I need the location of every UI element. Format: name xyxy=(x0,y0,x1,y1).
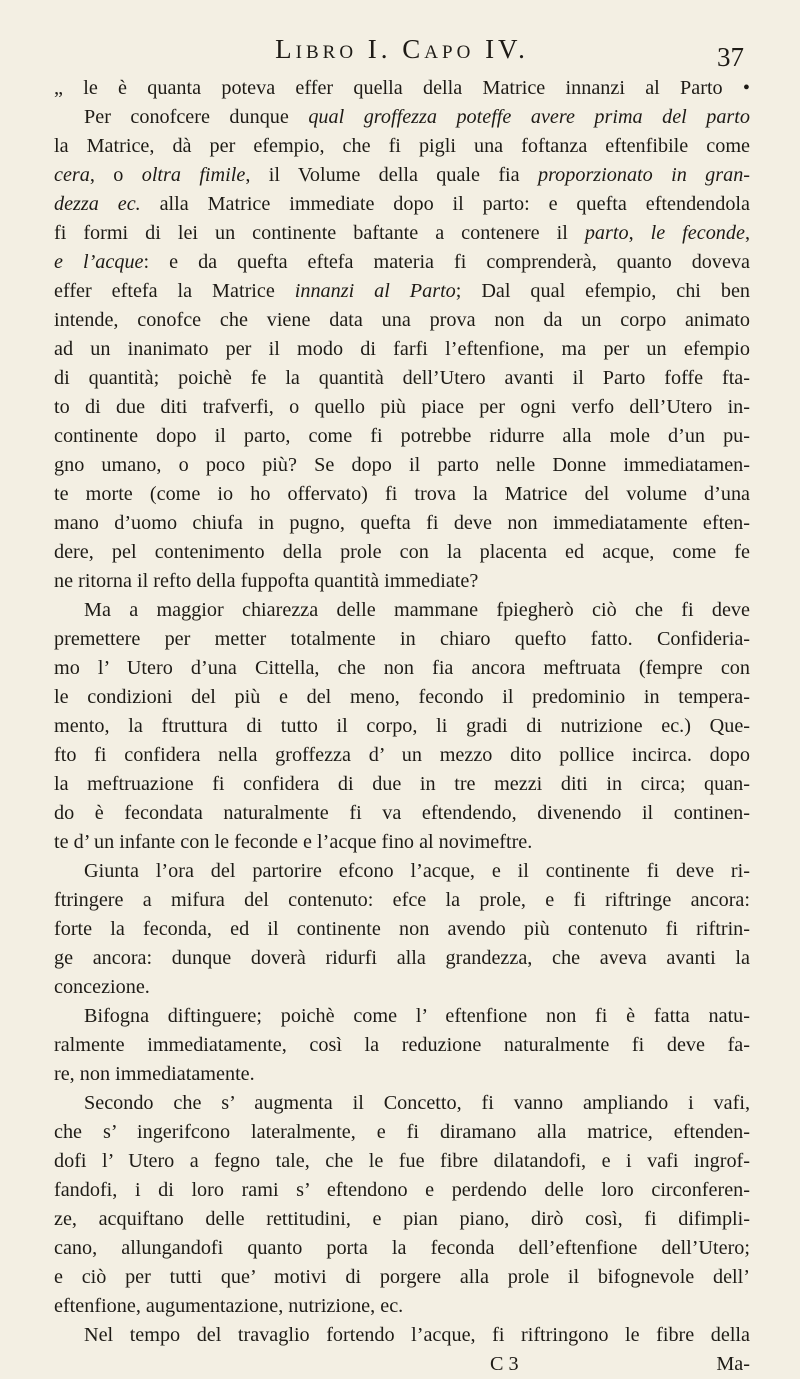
text-line: effer eftefa la Matrice innanzi al Parto; Dal qual efempio, chi ben xyxy=(54,280,750,302)
text-line: te d’ un infante con le feconde e l’acque fino al novimeftre. xyxy=(54,831,533,853)
text-line: Bifogna diftinguere; poichè come l’ eftenfione non fi è fatta natu- xyxy=(84,1005,750,1027)
catchword: Ma- xyxy=(716,1353,750,1375)
text-line: Nel tempo del travaglio fortendo l’acque, fi riftringono le fibre della xyxy=(84,1324,750,1346)
text-line: cano, allungandofi quanto porta la feconda dell’eftenfione dell’Utero; xyxy=(54,1237,750,1259)
text-line: e l’acque: e da quefta eftefa materia fi comprenderà, quanto doveva xyxy=(54,251,750,273)
text-line: to di due diti trafverfi, o quello più piace per ogni verfo dell’Utero in- xyxy=(54,396,750,418)
text-line: dezza ec. alla Matrice immediate dopo il parto: e quefta eftendendola xyxy=(54,193,750,215)
running-title: Libro I. Capo IV. xyxy=(275,34,529,64)
text-line: Giunta l’ora del partorire efcono l’acque, e il continente fi deve ri- xyxy=(84,860,750,882)
text-line: mento, la ftruttura di tutto il corpo, li gradi di nutrizione ec.) Que- xyxy=(54,715,750,737)
text-line: continente dopo il parto, come fi potrebbe ridurre alla mole d’un pu- xyxy=(54,425,750,447)
text-line: che s’ ingerifcono lateralmente, e fi diramano alla matrice, eftenden- xyxy=(54,1121,750,1143)
text-line: le condizioni del più e del meno, fecondo il predominio in tempera- xyxy=(54,686,750,708)
text-line: mano d’uomo chiufa in pugno, quefta fi deve non immediatamente eften- xyxy=(54,512,750,534)
text-line: ralmente immediatamente, così la reduzione naturalmente fi deve fa- xyxy=(54,1034,750,1056)
text-line: la meftruazione fi confidera di due in tre mezzi diti in circa; quan- xyxy=(54,773,750,795)
text-line: e ciò per tutti que’ motivi di porgere alla prole il bifognevole dell’ xyxy=(54,1266,750,1288)
text-line: fi formi di lei un continente baftante a contenere il parto, le feconde, xyxy=(54,222,750,244)
page-number: 37 xyxy=(717,42,744,72)
text-line: ge ancora: dunque doverà ridurfi alla grandezza, che aveva avanti la xyxy=(54,947,750,969)
text-line: ne ritorna il refto della fuppofta quantità immediate? xyxy=(54,570,479,592)
text-line: Secondo che s’ augmenta il Concetto, fi vanno ampliando i vafi, xyxy=(84,1092,750,1114)
text-line: re, non immediatamente. xyxy=(54,1063,255,1085)
text-line: dere, pel contenimento della prole con la placenta ed acque, come fe xyxy=(54,541,750,563)
text-line: Per conofcere dunque qual groffezza poteffe avere prima del parto xyxy=(84,106,750,128)
text-line: ftringere a mifura del contenuto: efce la prole, e fi riftringe ancora: xyxy=(54,889,750,911)
signature-mark: C 3 xyxy=(490,1353,519,1375)
text-line: ze, acquiftano delle rettitudini, e pian piano, dirò così, fi difimpli- xyxy=(54,1208,750,1230)
text-line: dofi l’ Utero a fegno tale, che le fue fibre dilatandofi, e i vafi ingrof- xyxy=(54,1150,750,1172)
text-line: premettere per metter totalmente in chiaro quefto fatto. Confideria- xyxy=(54,628,750,650)
text-line: concezione. xyxy=(54,976,150,998)
text-line: eftenfione, augumentazione, nutrizione, ec. xyxy=(54,1295,404,1317)
text-line: fandofi, i di loro rami s’ eftendono e perdendo delle loro circonferen- xyxy=(54,1179,750,1201)
text-line: cera, o oltra fimile, il Volume della quale fia proporzionato in gran- xyxy=(54,164,751,186)
text-line: di quantità; poichè fe la quantità dell’Utero avanti il Parto foffe fta- xyxy=(54,367,750,389)
text-line: ad un inanimato per il modo di farfi l’eftenfione, ma per un efempio xyxy=(54,338,750,360)
text-line: forte la feconda, ed il continente non avendo più contenuto fi riftrin- xyxy=(54,918,750,940)
text-line: gno umano, o poco più? Se dopo il parto nelle Donne immediatamen- xyxy=(54,454,750,476)
body-text xyxy=(54,74,750,1379)
running-head xyxy=(54,34,750,74)
text-line: do è fecondata naturalmente fi va eftendendo, divenendo il continen- xyxy=(54,802,750,824)
text-line: „ le è quanta poteva effer quella della Matrice innanzi al Parto • xyxy=(54,77,750,99)
text-line: fto fi confidera nella groffezza d’ un mezzo dito pollice incirca. dopo xyxy=(54,744,750,766)
text-line: mo l’ Utero d’una Cittella, che non fia ancora meftruata (fempre con xyxy=(54,657,750,679)
text-line: te morte (come io ho offervato) fi trova la Matrice del volume d’una xyxy=(54,483,750,505)
text-line: Ma a maggior chiarezza delle mammane fpiegherò ciò che fi deve xyxy=(84,599,750,621)
text-line: intende, conofce che viene data una prova non da un corpo animato xyxy=(54,309,750,331)
text-line: la Matrice, dà per efempio, che fi pigli una foftanza eftenfibile come xyxy=(54,135,750,157)
page-footer xyxy=(54,1350,750,1379)
